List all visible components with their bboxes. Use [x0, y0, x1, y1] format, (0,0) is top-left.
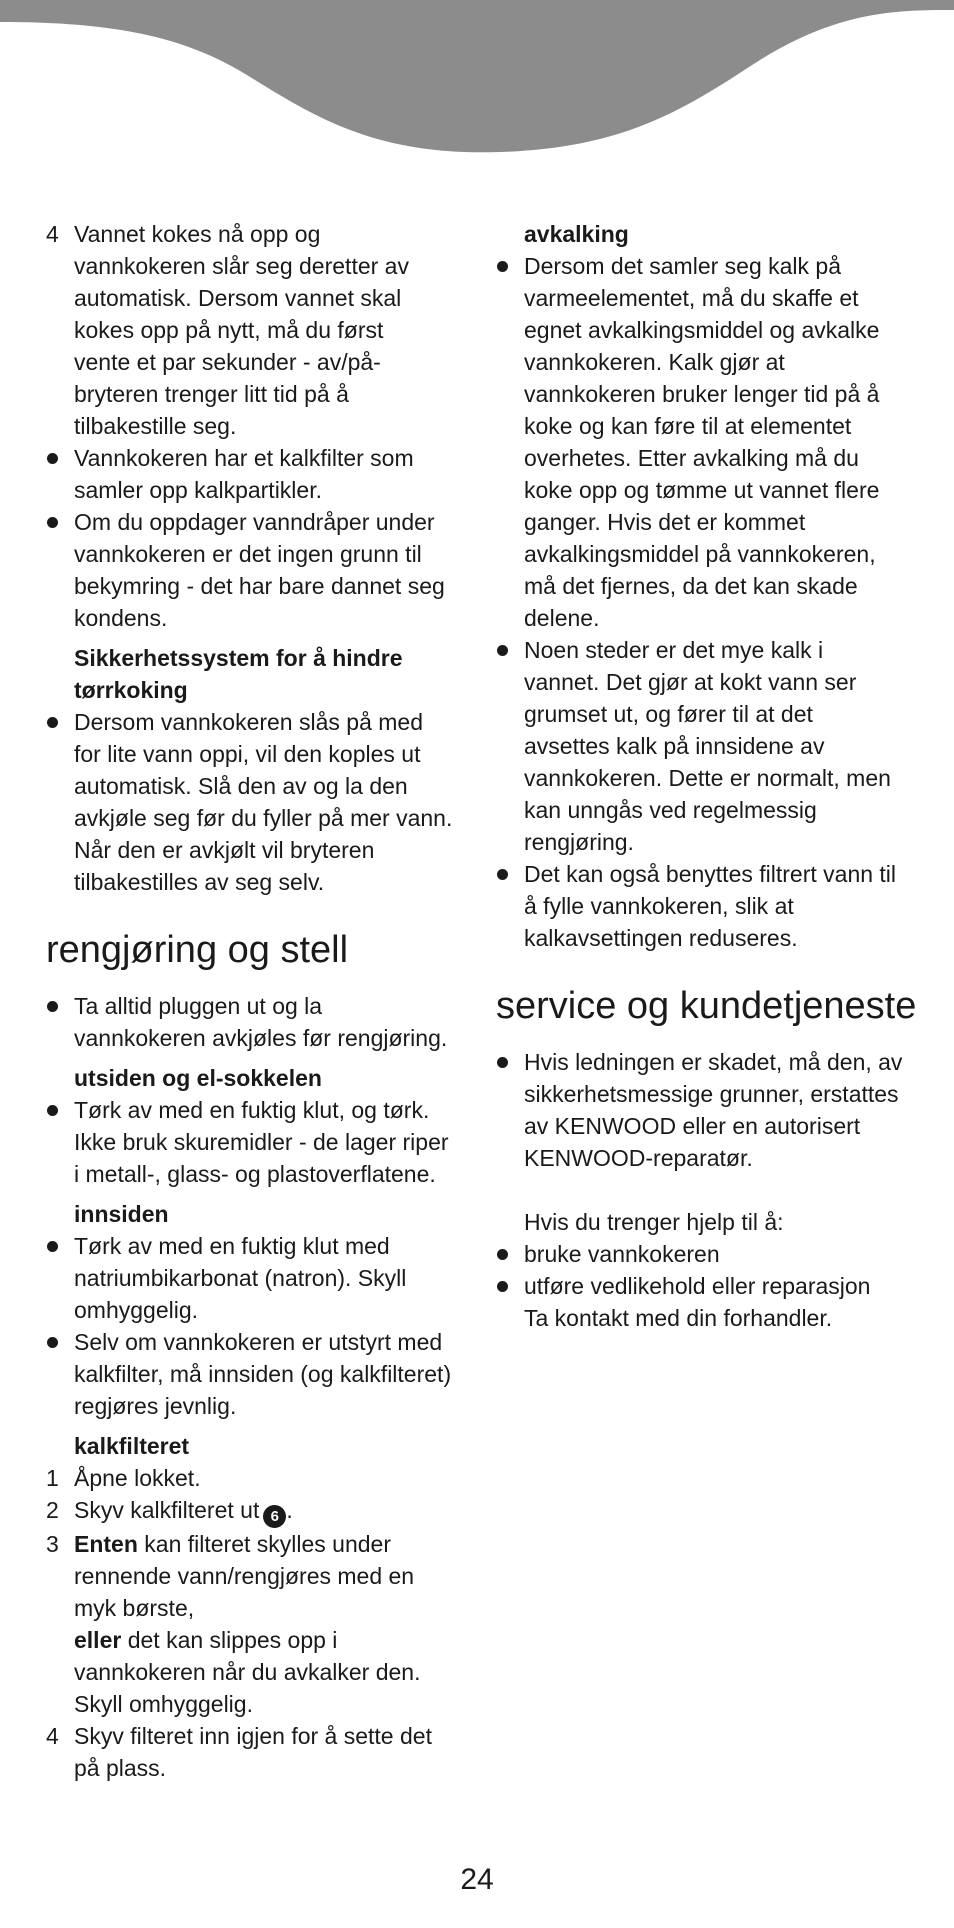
- list-item: Hvis ledningen er skadet, må den, av sikkerhetsmessige grunner, erstattes av KENWOOD eller en autorisert KENWOOD-reparatør.: [496, 1046, 926, 1174]
- bullet-icon: [47, 1001, 58, 1012]
- list-item: Det kan også benyttes filtrert vann til å fylle vannkokeren, slik at kalkavsettingen reduseres.: [496, 858, 926, 954]
- header-wave: [0, 0, 954, 160]
- subheading-outside: utsiden og el-sokkelen: [74, 1065, 322, 1091]
- step-number: 4: [46, 1723, 59, 1749]
- list-item: Tørk av med en fuktig klut med natriumbikarbonat (natron). Skyll omhyggelig.: [46, 1230, 466, 1326]
- bullet-icon: [47, 717, 58, 728]
- list-item: Noen steder er det mye kalk i vannet. Det gjør at kokt vann ser grumset ut, og fører til at det avsettes kalk på innsidene av vannkokeren. Dette er normalt, men kan unngås ved regelmessig rengjøring.: [496, 634, 926, 858]
- bullet-icon: [497, 1249, 508, 1260]
- subheading-inside: innsiden: [74, 1201, 169, 1227]
- list-item: utføre vedlikehold eller reparasjon Ta kontakt med din forhandler.: [496, 1270, 926, 1334]
- bullet-icon: [497, 1057, 508, 1068]
- list-item: Dersom det samler seg kalk på varmeelementet, må du skaffe et egnet avkalkingsmiddel og avkalke vannkokeren. Kalk gjør at vannkokeren bruker lenger tid på å koke og kan føre til at elementet overhetes. Etter avkalking må du koke opp og tømme ut vannet flere ganger. Hvis det er kommet avkalkingsmiddel på vannkokeren, må det fjernes, da det kan skade delene.: [496, 250, 926, 634]
- list-item: bruke vannkokeren: [496, 1238, 926, 1270]
- bullet-icon: [47, 1241, 58, 1252]
- step-number: 3: [46, 1531, 59, 1557]
- help-intro: Hvis du trenger hjelp til å:: [524, 1209, 784, 1235]
- bullet-icon: [497, 261, 508, 272]
- bullet-icon: [47, 1337, 58, 1348]
- filter-step: 1 Åpne lokket.: [46, 1462, 466, 1494]
- list-item: Selv om vannkokeren er utstyrt med kalkfilter, må innsiden (og kalkfilteret) regjøres jevnlig.: [46, 1326, 466, 1422]
- list-item: Om du oppdager vanndråper under vannkokeren er det ingen grunn til bekymring - det har bare dannet seg kondens.: [46, 506, 466, 634]
- page-number: 24: [460, 1863, 494, 1896]
- step-number: 1: [46, 1465, 59, 1491]
- step-number: 4: [46, 221, 59, 247]
- list-item: Ta alltid pluggen ut og la vannkokeren avkjøles før rengjøring.: [46, 990, 466, 1054]
- bullet-icon: [497, 645, 508, 656]
- bullet-icon: [47, 453, 58, 464]
- filter-step: 4 Skyv filteret inn igjen for å sette det på plass.: [46, 1720, 466, 1784]
- bullet-icon: [497, 869, 508, 880]
- bullet-icon: [497, 1281, 508, 1292]
- filter-step: 2 Skyv kalkfilteret ut 6 .: [46, 1494, 466, 1528]
- right-column: [496, 218, 926, 1334]
- filter-step: 3 Enten kan filteret skylles under rennende vann/rengjøres med en myk børste, eller det kan slippes opp i vannkokeren når du avkalker den. Skyll omhyggelig.: [46, 1528, 466, 1720]
- list-item: Dersom vannkokeren slås på med for lite vann oppi, vil den koples ut automatisk. Slå den av og la den avkjøle seg før du fyller på mer vann. Når den er avkjølt vil bryteren tilbakestilles av seg selv.: [46, 706, 466, 898]
- section-title-service: service og kundetjeneste: [496, 985, 917, 1027]
- subheading-descaling: avkalking: [524, 221, 629, 247]
- section-title-cleaning: rengjøring og stell: [46, 929, 349, 971]
- subheading-filter: kalkfilteret: [74, 1433, 190, 1459]
- subheading-dry-boil: Sikkerhetssystem for å hindre tørrkoking: [74, 645, 403, 703]
- bullet-icon: [47, 517, 58, 528]
- list-item: Tørk av med en fuktig klut, og tørk. Ikke bruk skuremidler - de lager riper i metall-, glass- og plastoverflatene.: [46, 1094, 466, 1190]
- boiling-step: 4 Vannet kokes nå opp og vannkokeren slår seg deretter av automatisk. Dersom vannet skal kokes opp på nytt, må du først vente et par sekunder - av/på- bryteren trenger litt tid på å tilbakestille seg.: [46, 218, 466, 442]
- step-number: 2: [46, 1497, 59, 1523]
- figure-ref-icon: 6: [263, 1505, 286, 1528]
- bullet-icon: [47, 1105, 58, 1116]
- left-column: [46, 218, 466, 1784]
- list-item: Vannkokeren har et kalkfilter som samler opp kalkpartikler.: [46, 442, 466, 506]
